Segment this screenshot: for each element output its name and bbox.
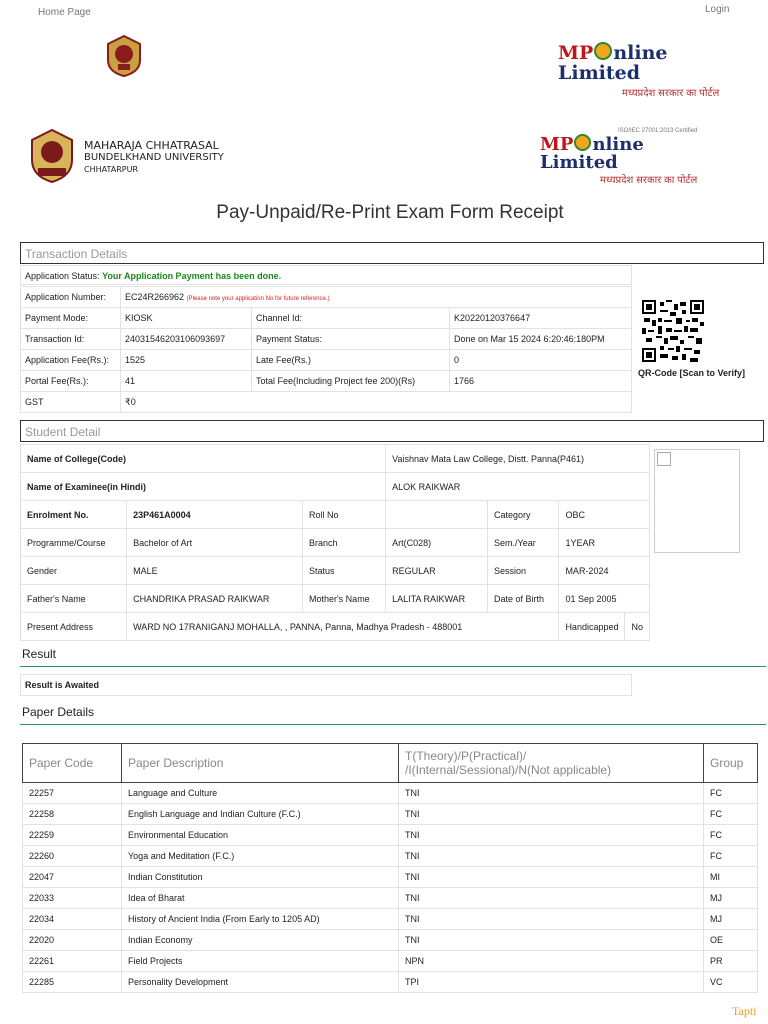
paper-details-heading: Paper Details (20, 702, 766, 725)
status: REGULAR (386, 557, 488, 585)
table-row (23, 930, 758, 951)
transaction-details-heading: Transaction Details (20, 242, 764, 264)
table-row (23, 804, 758, 825)
result-heading: Result (20, 644, 766, 667)
payment-mode: KIOSK (121, 308, 252, 329)
paper-group: FC (704, 825, 758, 846)
payment-status: Done on Mar 15 2024 6:20:46:180PM (450, 329, 632, 350)
application-status: Application Status: Your Application Payment has been done. (20, 265, 632, 285)
college-name: Vaishnav Mata Law College, Distt. Panna(P461) (386, 445, 650, 473)
mponline-logo: ISO/IEC 27001:2013 Certified MP nline Limited मध्यप्रदेश सरकार का पोर्टल (540, 128, 698, 186)
paper-code: 22033 (23, 888, 122, 909)
login-link[interactable]: Login (705, 4, 730, 15)
university-emblem-top (104, 34, 144, 78)
paper-desc: Environmental Education (122, 825, 399, 846)
gst-value: ₹0 (121, 392, 632, 413)
paper-desc: Indian Economy (122, 930, 399, 951)
university-logo (28, 128, 76, 184)
paper-desc: Personality Development (122, 972, 399, 993)
paper-code: 22257 (23, 783, 122, 804)
table-row (23, 951, 758, 972)
application-number-note: (Please note your application No for future reference.) (186, 296, 330, 302)
col-paper-code: Paper Code (23, 744, 122, 783)
university-name: MAHARAJA CHHATRASAL BUNDELKHAND UNIVERSITY CHHATARPUR (84, 139, 224, 174)
handicapped: No (625, 613, 650, 641)
paper-code: 22258 (23, 804, 122, 825)
paper-desc: Idea of Bharat (122, 888, 399, 909)
category: OBC (559, 501, 650, 529)
table-row (23, 783, 758, 804)
watermark-tapti: Tapti (732, 1004, 757, 1018)
gender: MALE (127, 557, 303, 585)
enrolment-no: 23P461A0004 (127, 501, 303, 529)
session: MAR-2024 (559, 557, 650, 585)
date-of-birth: 01 Sep 2005 (559, 585, 650, 613)
total-fee: 1766 (450, 371, 632, 392)
programme: Bachelor of Art (127, 529, 303, 557)
col-paper-description: Paper Description (122, 744, 399, 783)
father-name: CHANDRIKA PRASAD RAIKWAR (127, 585, 303, 613)
paper-type: NPN (399, 951, 704, 972)
application-fee: 1525 (121, 350, 252, 371)
paper-group: VC (704, 972, 758, 993)
paper-code: 22285 (23, 972, 122, 993)
present-address: WARD NO 17RANIGANJ MOHALLA, , PANNA, Panna, Madhya Pradesh - 488001 (127, 613, 559, 641)
home-page-link[interactable]: Home Page (38, 7, 91, 18)
table-row (23, 867, 758, 888)
col-paper-type: T(Theory)/P(Practical)/ /I(Internal/Sessional)/N(Not applicable) (399, 744, 704, 783)
paper-group: PR (704, 951, 758, 972)
mponline-globe-icon (574, 134, 591, 151)
portal-fee: 41 (121, 371, 252, 392)
paper-type: TNI (399, 930, 704, 951)
paper-desc: English Language and Indian Culture (F.C.) (122, 804, 399, 825)
paper-desc: Language and Culture (122, 783, 399, 804)
paper-type: TNI (399, 783, 704, 804)
table-row (23, 972, 758, 993)
paper-group: MI (704, 867, 758, 888)
mponline-globe-icon (594, 42, 612, 60)
paper-type: TNI (399, 909, 704, 930)
qr-code (642, 300, 704, 362)
table-row (23, 825, 758, 846)
roll-no (386, 501, 488, 529)
transaction-id: 240315462031060​93697 (121, 329, 252, 350)
sem-year: 1YEAR (559, 529, 650, 557)
student-photo (654, 449, 740, 553)
application-status-value: Your Application Payment has been done. (102, 271, 282, 281)
late-fee: 0 (450, 350, 632, 371)
paper-type: TNI (399, 888, 704, 909)
result-value: Result is Awaited (20, 674, 632, 696)
mother-name: LALITA RAIKWAR (386, 585, 488, 613)
transaction-table: Application Number: EC24R266962 (Please note your application No for future reference.) Payment Mode: KIOSK Channel Id: K20220120376647 Transaction Id: 240315462031060​93697 Payment Status: Done on Mar 15 2024 6:20:46:180PM Application Fee(Rs.): 1525 Late Fee(Rs.) 0 Portal Fee(Rs.): 41 Total Fee(Including Project fee 200)(Rs) 1766 GST ₹0 (20, 286, 632, 413)
student-detail-heading: Student Detail (20, 420, 764, 442)
paper-group: OE (704, 930, 758, 951)
student-table: Name of College(Code) Vaishnav Mata Law College, Distt. Panna(P461) Name of Examinee(in Hindi) ALOK RAIKWAR Enrolment No. 23P461A0004 Roll No Category OBC Programme/Course Bachelor of Art Branch Art(C028) Sem./Year 1YEAR Gender MALE Status REGULAR Session MAR-2024 Father's Name CHANDRIKA PRASAD RAIKWAR Mother's Name LALITA RAIKWAR Date of Birth 01 Sep 2005 Present Address WARD NO 17RANIGANJ MOHALLA, , PANNA, Panna, Madhya Pradesh - 488001 Handicapped No (20, 444, 650, 641)
page-title: Pay-Unpaid/Re-Print Exam Form Receipt (216, 202, 564, 223)
branch: Art(C028) (386, 529, 488, 557)
qr-caption: QR-Code [Scan to Verify] (638, 368, 746, 378)
paper-group: FC (704, 846, 758, 867)
table-row (23, 888, 758, 909)
table-row (23, 846, 758, 867)
paper-code: 22020 (23, 930, 122, 951)
paper-code: 22259 (23, 825, 122, 846)
paper-code: 22047 (23, 867, 122, 888)
paper-desc: Yoga and Meditation (F.C.) (122, 846, 399, 867)
paper-group: FC (704, 804, 758, 825)
paper-code: 22034 (23, 909, 122, 930)
paper-type: TNI (399, 804, 704, 825)
paper-code: 22261 (23, 951, 122, 972)
paper-desc: Indian Constitution (122, 867, 399, 888)
paper-code: 22260 (23, 846, 122, 867)
paper-type: TNI (399, 867, 704, 888)
col-group: Group (704, 744, 758, 783)
paper-type: TNI (399, 825, 704, 846)
paper-table (22, 743, 758, 993)
channel-id: K20220120376647 (450, 308, 632, 329)
application-number: EC24R266962 (125, 292, 185, 302)
paper-desc: History of Ancient India (From Early to 1205 AD) (122, 909, 399, 930)
examinee-name: ALOK RAIKWAR (386, 473, 650, 501)
paper-group: MJ (704, 909, 758, 930)
paper-type: TNI (399, 846, 704, 867)
mponline-logo-top: MP nline Limited मध्यप्रदेश सरकार का पोर्टल (558, 42, 720, 99)
table-row (23, 909, 758, 930)
paper-group: MJ (704, 888, 758, 909)
paper-desc: Field Projects (122, 951, 399, 972)
paper-group: FC (704, 783, 758, 804)
paper-type: TPI (399, 972, 704, 993)
broken-image-icon (657, 452, 671, 466)
